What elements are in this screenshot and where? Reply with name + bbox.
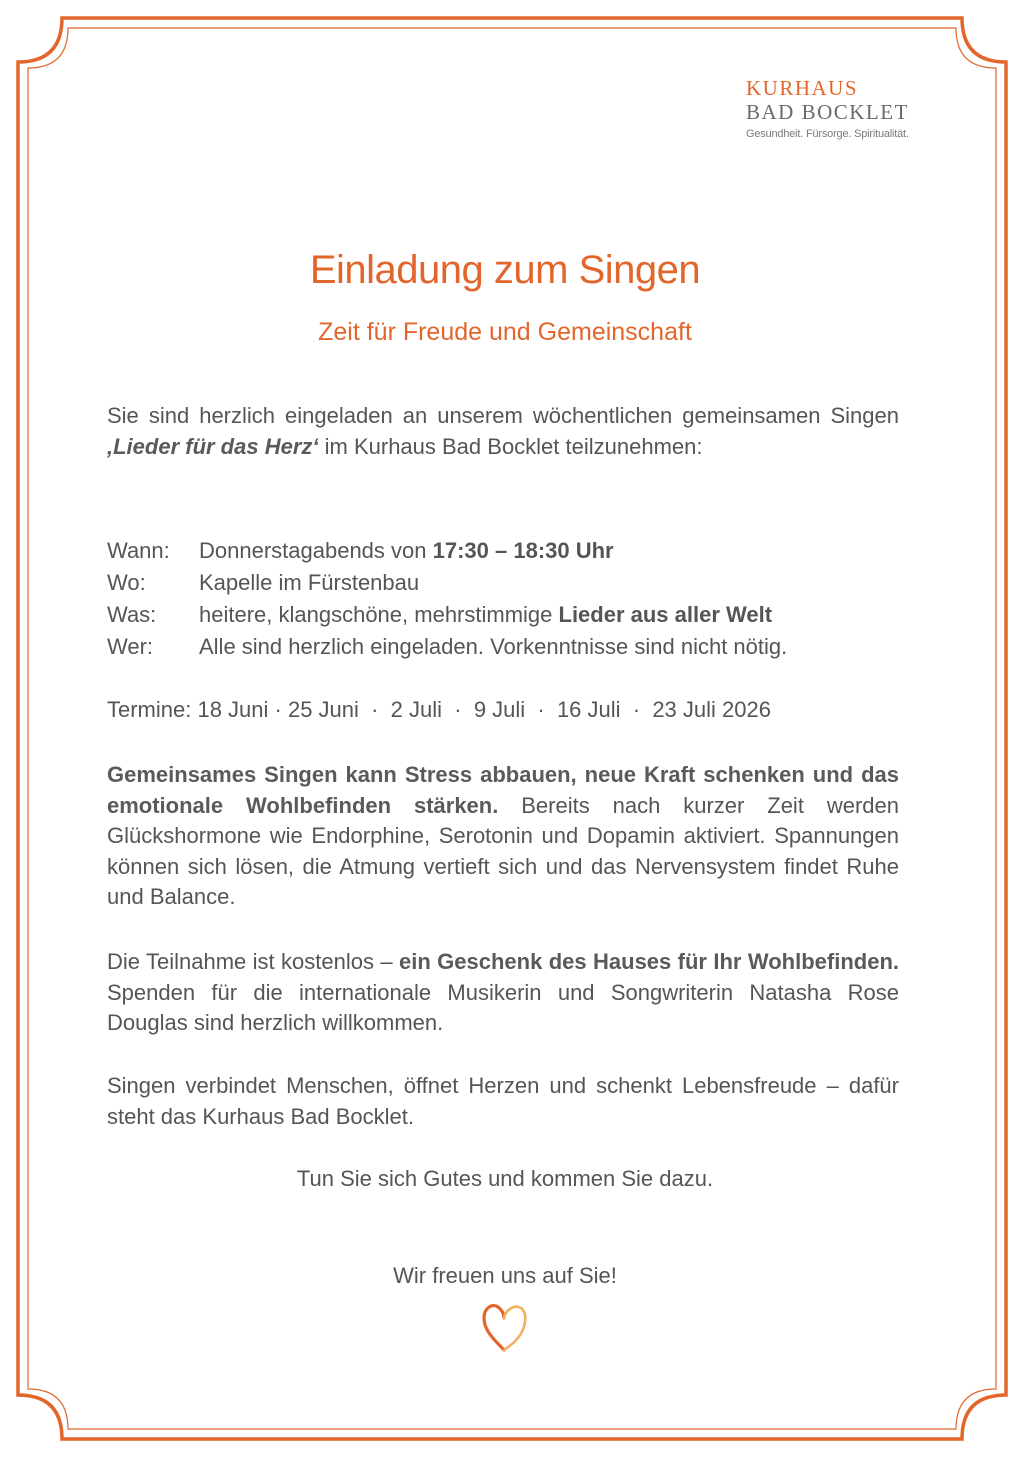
event-details [107,535,907,663]
invitation-line: Tun Sie sich Gutes und kommen Sie dazu. [296,1166,714,1191]
kurhaus-logo [746,76,909,144]
detail-label-wann: Wann: [107,538,170,563]
detail-label-wo: Wo: [107,570,146,595]
participation-highlight: ein Geschenk des Hauses für Ihr Wohlbefinden. [399,949,900,974]
intro-text-end: im Kurhaus Bad Bocklet teilzunehmen: [318,433,703,459]
participation-text-start: Die Teilnahme ist kostenlos – [107,949,399,974]
song-series-name: ‚Lieder für das Herz‘ [107,433,319,459]
farewell-line: Wir freuen uns auf Sie! [393,1263,617,1288]
heart-icon [480,1298,530,1354]
page-subtitle: Zeit für Freude und Gemeinschaft [318,318,692,346]
detail-value-wo: Kapelle im Fürstenbau [199,570,420,595]
benefits-paragraph [107,760,899,913]
intro-text-start: Sie sind herzlich eingeladen an unserem wöchentlichen gemeinsamen Singen [107,403,899,428]
logo-line-1: KURHAUS [746,76,859,100]
detail-value-wer: Alle sind herzlich eingeladen. Vorkenntnisse sind nicht nötig. [199,634,788,659]
detail-row-wer [107,631,907,663]
detail-label-was: Was: [107,602,157,627]
detail-label-wer: Wer: [107,634,154,659]
logo-tagline: Gesundheit. Fürsorge. Spiritualität. [746,128,909,140]
participation-paragraph [107,947,899,1039]
detail-time: 17:30 – 18:30 Uhr [432,538,614,563]
participation-text-end: Spenden für die internationale Musikerin und Songwriterin Natasha Rose Douglas sind herzlich willkommen. [107,979,899,1035]
benefits-highlight: Gemeinsames Singen kann Stress abbauen, neue Kraft schenken und das emotionale Wohlbefinden stärken. [107,762,899,818]
detail-value-wann: Donnerstagabends von [199,538,433,563]
detail-row-wann [107,535,907,567]
page-title: Einladung zum Singen [309,248,701,292]
closing-paragraph: Singen verbindet Menschen, öffnet Herzen und schenkt Lebensfreude – dafür steht das Kurhaus Bad Bocklet. [107,1073,899,1129]
intro-paragraph [107,401,899,462]
detail-row-wo [107,567,907,599]
detail-songs: Lieder aus aller Welt [558,602,773,627]
benefits-text: Bereits nach kurzer Zeit werden Glückshormone wie Endorphine, Serotonin und Dopamin aktiviert. Spannungen können sich lösen, die Atmung vertieft sich und das Nervensystem findet Ruhe und Balance. [107,792,899,909]
dates-line: Termine: 18 Juni · 25 Juni · 2 Juli · 9 Juli · 16 Juli · 23 Juli 2026 [107,697,771,722]
detail-row-was [107,599,907,631]
detail-value-was: heitere, klangschöne, mehrstimmige [199,602,559,627]
logo-line-2: BAD BOCKLET [746,100,909,124]
